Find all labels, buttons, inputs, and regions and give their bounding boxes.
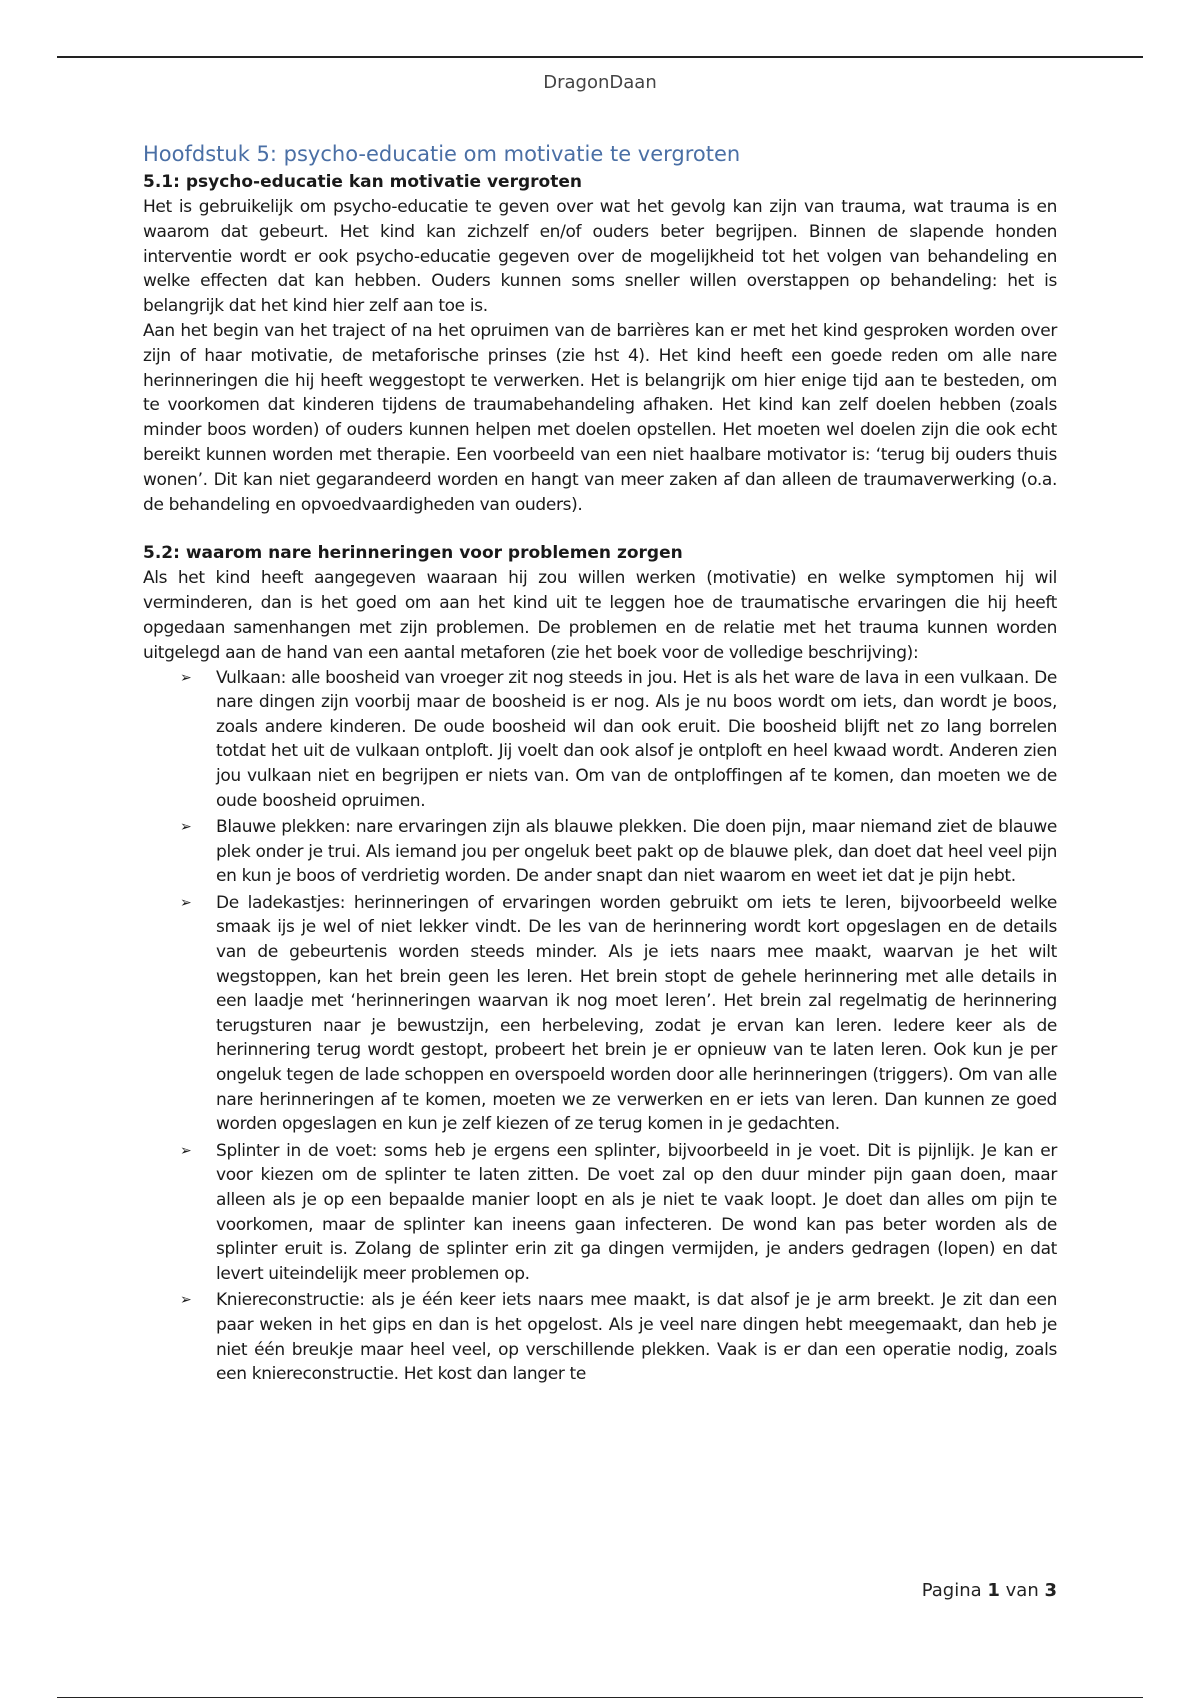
arrow-bullet-icon: ➢ [180,819,192,836]
metaphor-list [143,666,1057,1387]
list-item: ➢ Vulkaan: alle boosheid van vroeger zit nog steeds in jou. Het is als het ware de lava in een vulkaan. De nare dingen zijn voorbij maar de boosheid is er nog. Als je nu boos wordt om iets, dan wordt je boos, zoals andere kinderen. De oude boosheid wil dan ook eruit. Die boosheid blijft net zo lang borrelen totdat het uit de vulkaan ontploft. Jij voelt dan ook alsof je ontploft en heel kwaad wordt. Anderen zien jou vulkaan niet en begrijpen er niets van. Om van de ontploffingen af te komen, dan moeten we de oude boosheid opruimen. [180,667,1057,811]
arrow-bullet-icon: ➢ [180,894,192,911]
paragraph: Het is gebruikelijk om psycho-educatie te geven over wat het gevolg kan zijn van trauma, wat trauma is en waarom dat gebeurt. Het kind kan zichzelf en/of ouders beter begrijpen. Binnen de slapende honden interventie wordt er ook psycho-educatie gegeven over de mogelijkheid tot het volgen van behandeling en welke effecten dat kan hebben. Ouders kunnen soms sneller willen overstappen op behandeling: het is belangrijk dat het kind hier zelf aan toe is. [143,197,1057,317]
chapter-title: Hoofdstuk 5: psycho-educatie om motivatie te vergroten [143,142,741,166]
footer-rule [57,1697,1143,1698]
section-heading-5-1: 5.1: psycho-educatie kan motivatie vergroten [143,172,582,192]
page-header: DragonDaan [543,72,657,93]
list-item: ➢ De ladekastjes: herinneringen of ervaringen worden gebruikt om iets te leren, bijvoorbeeld welke smaak ijs je wel of niet lekker vindt. De les van de herinnering wordt kort opgeslagen en de details van de gebeurtenis worden steeds minder. Als je iets naars mee maakt, waarvan je het wilt wegstoppen, kan het brein geen les leren. Het brein stopt de gehele herinnering met alle details in een laadje met ‘herinneringen waarvan ik nog moet leren’. Het brein zal regelmatig de herinnering terugsturen naar je bewustzijn, een herbeleving, zodat je ervan kan leren. Iedere keer als de herinnering terug wordt gestopt, probeert het brein je er opnieuw van te laten leren. Ook kun je per ongeluk tegen de lade schoppen en overspoeld worden door alle herinneringen (triggers). Om van alle nare herinneringen af te komen, moeten we ze verwerken en er iets van leren. Dan kunnen ze goed worden opgeslagen en kun je zelf kiezen of ze terug komen in je gedachten. [180,892,1057,1135]
list-item: ➢ Kniereconstructie: als je één keer iets naars mee maakt, is dat alsof je je arm breekt. Je zit dan een paar weken in het gips en dan is het opgelost. Als je veel nare dingen hebt meegemaakt, dan heb je niet één breukje maar heel veel, op verschillende plekken. Vaak is er dan een operatie nodig, zoals een kniereconstructie. Het kost dan langer te [180,1290,1057,1385]
arrow-bullet-icon: ➢ [180,1142,192,1159]
list-item: ➢ Blauwe plekken: nare ervaringen zijn als blauwe plekken. Die doen pijn, maar niemand ziet de blauwe plek onder je trui. Als iemand jou per ongeluk beet pakt op de blauwe plek, dan doet dat heel veel pijn en kun je boos of verdrietig worden. De ander snapt dan niet waarom en weet iet dat je pijn hebt. [180,817,1057,887]
paragraph: Als het kind heeft aangegeven waaraan hij zou willen werken (motivatie) en welke symptomen hij wil verminderen, dan is het goed om aan het kind uit te leggen hoe de traumatische ervaringen die hij heeft opgedaan samenhangen met zijn problemen. De problemen en de relatie met het trauma kunnen worden uitgelegd aan de hand van een aantal metaforen (zie het boek voor de volledige beschrijving): [143,568,1057,663]
paragraph: Aan het begin van het traject of na het opruimen van de barrières kan er met het kind gesproken worden over zijn of haar motivatie, de metaforische prinses (zie hst 4). Het kind heeft een goede reden om alle nare herinneringen die hij heeft weggestopt te verwerken. Het is belangrijk om hier enige tijd aan te besteden, om te voorkomen dat kinderen tijdens de traumabehandeling afhaken. Het kind kan zelf doelen hebben (zoals minder boos worden) of ouders kunnen helpen met doelen opstellen. Het moeten wel doelen zijn die ook echt bereikt kunnen worden met therapie. Een voorbeeld van een niet haalbare motivator is: ‘terug bij ouders thuis wonen’. Dit kan niet gegarandeerd worden en hangt van meer zaken af dan alleen de traumaverwerking (o.a. de behandeling en opvoedvaardigheden van ouders). [143,320,1057,515]
page-number: Pagina 1 van 3 [921,1580,1057,1601]
document-body [143,142,1057,1389]
arrow-bullet-icon: ➢ [180,669,192,686]
header-rule [57,56,1143,58]
section-heading-5-2: 5.2: waarom nare herinneringen voor problemen zorgen [143,543,683,564]
arrow-bullet-icon: ➢ [180,1292,192,1309]
list-item: ➢ Splinter in de voet: soms heb je ergens een splinter, bijvoorbeeld in je voet. Dit is pijnlijk. Je kan er voor kiezen om de splinter te laten zitten. De voet zal op den duur minder pijn gaan doen, maar alleen als je op een bepaalde manier loopt en als je niet te vaak loopt. Je doet dan alles om pijn te voorkomen, maar de splinter kan ineens gaan infecteren. De wond kan pas beter worden als de splinter eruit is. Zolang de splinter erin zit ga dingen vermijden, je anders gedragen (lopen) en dat levert uiteindelijk meer problemen op. [180,1140,1057,1284]
